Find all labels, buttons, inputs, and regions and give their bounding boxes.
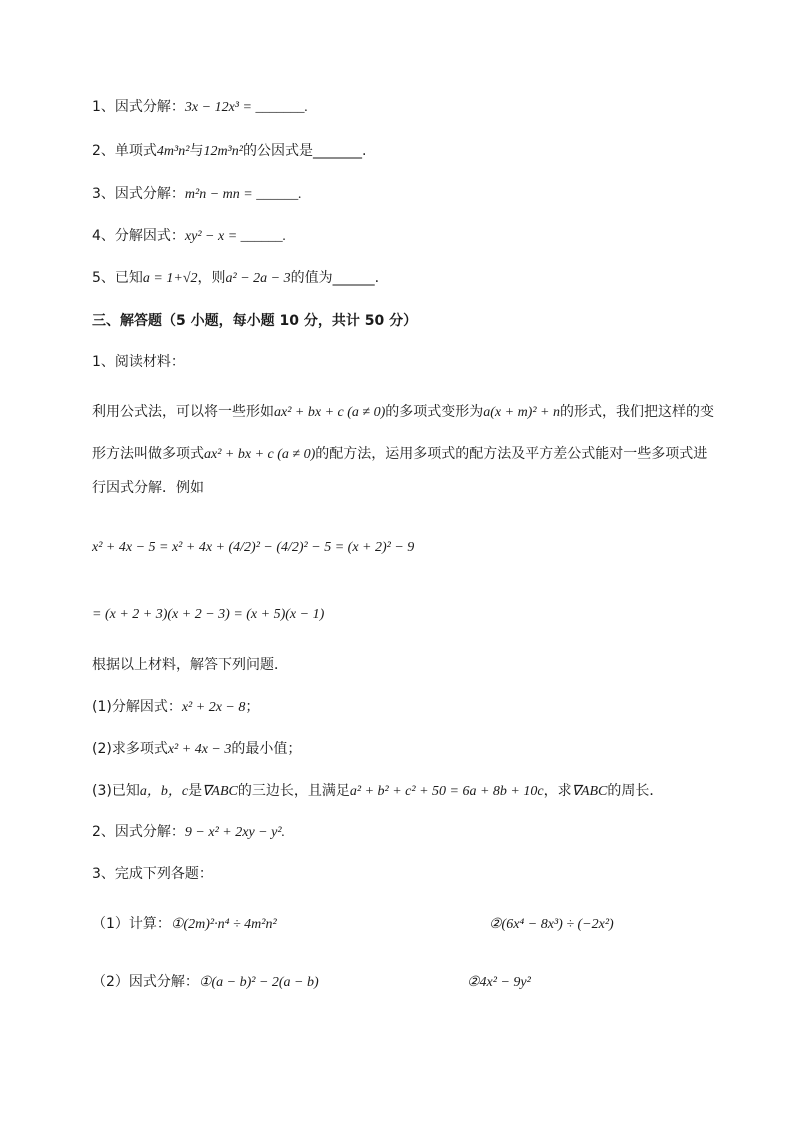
problem-2-text: 2、因式分解： <box>92 824 185 840</box>
question-3-text: 3、因式分解： <box>92 186 185 202</box>
problem-1-para-line-1 <box>92 402 714 423</box>
question-5-suffix: 的值为______. <box>290 270 380 286</box>
sub-question-2-text: (2)求多项式 <box>92 741 168 757</box>
sub-question-3-math: a² + b² + c² + 50 = 6a + 8b + 10c <box>349 784 544 799</box>
problem-3-row-1-item-b-wrap <box>489 914 614 935</box>
sub-question-3 <box>92 781 663 802</box>
para-2-text-b: 的配方法，运用多项式的配方法及平方差公式能对一些多项式进 <box>315 446 708 462</box>
problem-3-row-2-item-a: ①(a − b)² − 2(a − b) <box>198 975 319 990</box>
para-1-text-c: 的形式，我们把这样的变 <box>560 404 714 420</box>
para-2-math: ax² + bx + c (a ≠ 0) <box>204 447 316 462</box>
problem-3-title: 3、完成下列各题： <box>92 866 213 882</box>
question-3-math: m²n − mn = ______. <box>184 187 302 202</box>
sub-question-2-math: x² + 4x − 3 <box>167 742 232 757</box>
sub-question-1 <box>92 697 259 718</box>
problem-3-row-2-label: （2）因式分解： <box>92 974 199 990</box>
sub-question-3-vars: a，b，c <box>139 784 189 799</box>
sub-question-3-text-d: ，求 <box>543 783 572 799</box>
question-3 <box>92 184 302 205</box>
sub-question-1-text: (1)分解因式： <box>92 699 182 715</box>
question-2-suffix: 的公因式是_______. <box>242 143 367 159</box>
question-4 <box>92 226 286 247</box>
sub-question-1-math: x² + 2x − 8 <box>181 700 246 715</box>
sub-question-2 <box>92 739 301 760</box>
problem-3-row-2 <box>92 972 319 993</box>
example-equation-2: = (x + 2 + 3)(x + 2 − 3) = (x + 5)(x − 1) <box>92 607 325 622</box>
section-3-heading: 三、解答题（5 小题，每小题 10 分，共计 50 分） <box>92 313 418 329</box>
question-2-math-a: 4m³n² <box>156 144 190 159</box>
problem-3-row-2-item-b-wrap <box>467 972 531 993</box>
sub-question-3-triangle: ∇ABC <box>202 784 238 799</box>
question-5 <box>92 268 379 289</box>
question-5-mid: ，则 <box>197 270 226 286</box>
question-2-text: 2、单项式 <box>92 143 157 159</box>
para-2-text-a: 形方法叫做多项式 <box>92 446 204 462</box>
question-2 <box>92 141 366 162</box>
sub-question-1-suffix: ； <box>245 699 260 715</box>
problem-3-row-2-item-b: ②4x² − 9y² <box>467 975 531 990</box>
problem-3-row-1-item-b: ②(6x⁴ − 8x³) ÷ (−2x²) <box>489 917 614 932</box>
para-1-math-b: a(x + m)² + n <box>483 405 560 420</box>
example-equation-1: x² + 4x − 5 = x² + 4x + (4/2)² − (4/2)² − 5 = (x + 2)² − 9 <box>92 540 415 555</box>
sub-question-3-text-e: 的周长． <box>607 783 664 799</box>
question-5-math-b: a² − 2a − 3 <box>225 271 291 286</box>
question-4-text: 4、分解因式： <box>92 228 185 244</box>
problem-3-row-1 <box>92 914 277 935</box>
problem-3-row-1-item-a: ①(2m)²·n⁴ ÷ 4m²n² <box>170 917 277 932</box>
sub-question-3-text-b: 是 <box>188 783 203 799</box>
problem-3-row-1-label: （1）计算： <box>92 916 171 932</box>
question-2-mid: 与 <box>189 143 204 159</box>
para-1-text-a: 利用公式法，可以将一些形如 <box>92 404 274 420</box>
sub-question-3-text-c: 的三边长，且满足 <box>237 783 350 799</box>
sub-question-2-suffix: 的最小值； <box>231 741 302 757</box>
question-5-math-a: a = 1+√2 <box>142 271 198 286</box>
question-1-math: 3x − 12x³ = _______. <box>184 100 308 115</box>
problem-1-title: 1、阅读材料： <box>92 354 185 370</box>
problem-2 <box>92 822 285 843</box>
para-1-math-a: ax² + bx + c (a ≠ 0) <box>274 405 386 420</box>
question-2-math-b: 12m³n² <box>203 144 243 159</box>
question-4-math: xy² − x = ______. <box>184 229 287 244</box>
sub-question-3-triangle-2: ∇ABC <box>571 784 608 799</box>
problem-1-intro: 根据以上材料，解答下列问题． <box>92 657 288 673</box>
problem-1-para-line-3: 行因式分解．例如 <box>92 480 204 496</box>
problem-1-para-line-2 <box>92 444 707 465</box>
question-1-text: 1、因式分解： <box>92 99 185 115</box>
question-1 <box>92 97 308 118</box>
sub-question-3-text-a: (3)已知 <box>92 783 140 799</box>
question-5-text: 5、已知 <box>92 270 143 286</box>
problem-2-math: 9 − x² + 2xy − y². <box>184 825 286 840</box>
para-1-text-b: 的多项式变形为 <box>385 404 484 420</box>
